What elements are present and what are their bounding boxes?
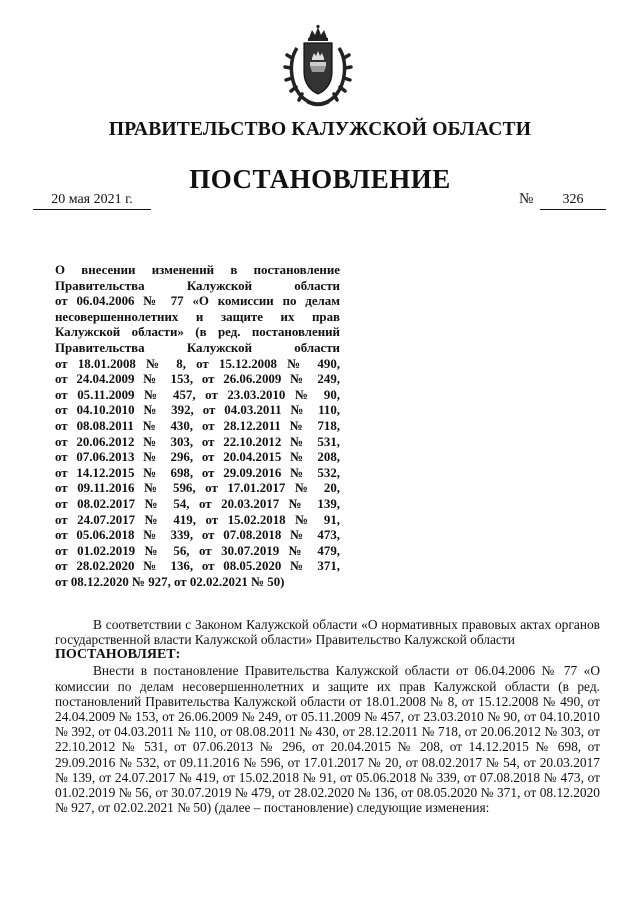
subject-line: от 09.11.2016 № 596, от 17.01.2017 № 20, (55, 481, 340, 496)
subject-line: от 01.02.2019 № 56, от 30.07.2019 № 479, (55, 543, 340, 558)
document-subject (55, 263, 340, 590)
subject-line: Калужской области» (в ред. постановлений (55, 325, 340, 340)
subject-line: от 08.02.2017 № 54, от 20.03.2017 № 139, (55, 496, 340, 511)
subject-line: от 20.06.2012 № 303, от 22.10.2012 № 531, (55, 434, 340, 449)
document-body (55, 617, 600, 815)
document-number: 326 (540, 192, 606, 210)
document-date: 20 мая 2021 г. (33, 192, 151, 210)
subject-line: от 18.01.2008 № 8, от 15.12.2008 № 490, (55, 356, 340, 371)
decree-word: ПОСТАНОВЛЯЕТ: (55, 647, 181, 663)
subject-line: от 07.06.2013 № 296, от 20.04.2015 № 208, (55, 450, 340, 465)
subject-line: О внесении изменений в постановление (55, 263, 340, 277)
subject-line: от 08.08.2011 № 430, от 28.12.2011 № 718, (55, 418, 340, 433)
subject-line: несовершеннолетних и защите их прав (55, 309, 340, 324)
subject-line: от 05.06.2018 № 339, от 07.08.2018 № 473, (55, 528, 340, 543)
subject-line: от 14.12.2015 № 698, от 29.09.2016 № 532, (55, 465, 340, 480)
subject-line: от 28.02.2020 № 136, от 08.05.2020 № 371, (55, 559, 340, 574)
organization-name: ПРАВИТЕЛЬСТВО КАЛУЖСКОЙ ОБЛАСТИ (108, 119, 532, 140)
kaluga-coat-of-arms-icon (283, 24, 353, 108)
subject-line: от 24.04.2009 № 153, от 26.06.2009 № 249, (55, 372, 340, 387)
subject-line: Правительства Калужской области (55, 340, 340, 355)
subject-line: от 08.12.2020 № 927, от 02.02.2021 № 50) (55, 574, 285, 589)
subject-line: от 05.11.2009 № 457, от 23.03.2010 № 90, (55, 387, 340, 402)
document-type-title: ПОСТАНОВЛЕНИЕ (189, 164, 451, 194)
subject-line: от 04.10.2010 № 392, от 04.03.2011 № 110, (55, 403, 340, 418)
body-paragraph: Внести в постановление Правительства Калужской области от 06.04.2006 № 77 «О комиссии по делам несовершеннолетних и защите их прав Калужской области (в ред. постановлений Правительства Калужской области от 18.01.2008 № 8, от 15.12.2008 № 490, от 24.04.2009 № 153, от 26.06.2009 № 249, от 05.11.2009 № 457, от 23.03.2010 № 90, от 04.10.2010 № 392, от 04.03.2011 № 110, от 08.08.2011 № 430, от 28.12.2011 № 718, от 20.06.2012 № 303, от 22.10.2012 № 531, от 07.06.2013 № 296, от 20.04.2015 № 208, от 14.12.2015 № 698, от 29.09.2016 № 532, от 09.11.2016 № 596, от 17.01.2017 № 20, от 08.02.2017 № 54, от 20.03.2017 № 139, от 24.07.2017 № 419, от 15.02.2018 № 91, от 05.06.2018 № 339, от 07.08.2018 № 473, от 01.02.2019 № 56, от 30.07.2019 № 479, от 28.02.2020 № 136, от 08.05.2020 № 371, от 08.12.2020 № 927, от 02.02.2021 № 50) (далее – постановление) следующие изменения: (55, 663, 600, 816)
subject-line: Правительства Калужской области (55, 278, 340, 293)
number-sign: № (519, 191, 534, 207)
subject-line: от 06.04.2006 № 77 «О комиссии по делам (55, 294, 340, 309)
intro-paragraph: В соответствии с Законом Калужской области «О нормативных правовых актах органов государственной власти Калужской области» Правительство Калужской области (55, 617, 600, 648)
subject-line: от 24.07.2017 № 419, от 15.02.2018 № 91, (55, 512, 340, 527)
